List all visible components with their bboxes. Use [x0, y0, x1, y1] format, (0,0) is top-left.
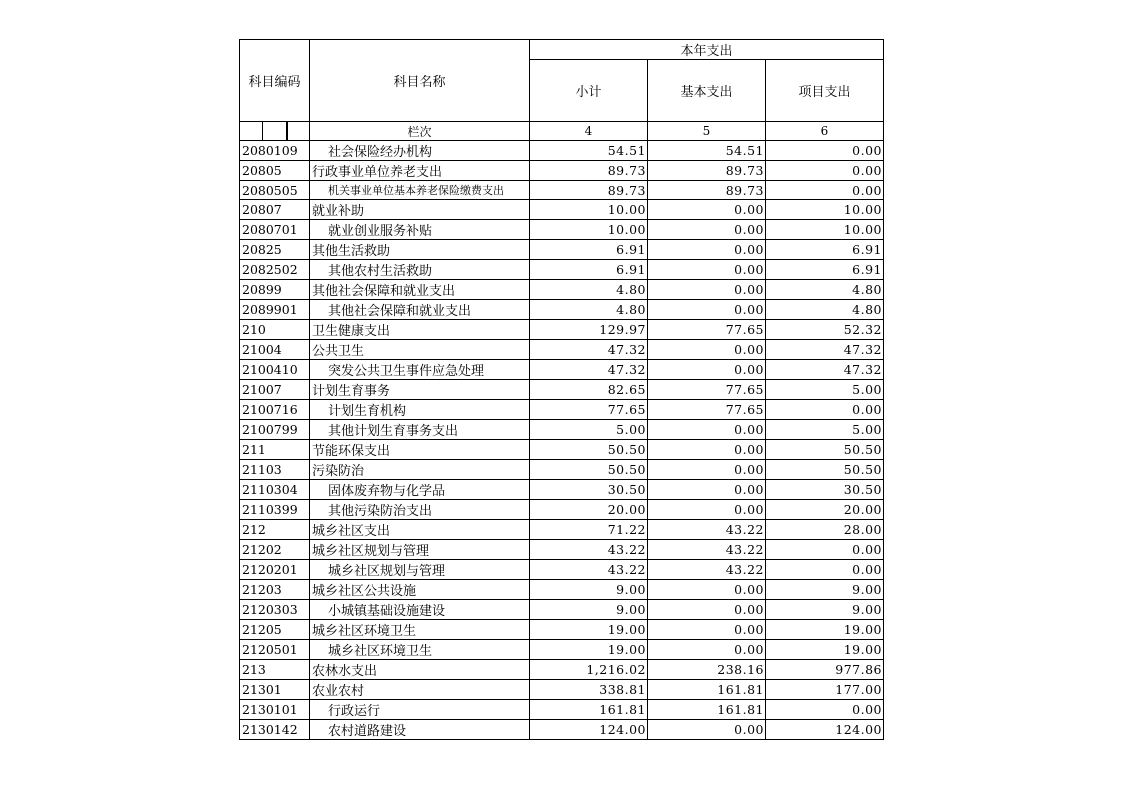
basic-cell: 0.00	[648, 220, 766, 240]
code-cell: 21004	[240, 340, 310, 360]
basic-cell: 43.22	[648, 560, 766, 580]
basic-cell: 161.81	[648, 700, 766, 720]
project-cell: 50.50	[766, 440, 884, 460]
basic-cell: 77.65	[648, 320, 766, 340]
code-cell: 2100410	[240, 360, 310, 380]
table-row	[240, 420, 884, 440]
table-row	[240, 720, 884, 740]
project-cell: 124.00	[766, 720, 884, 740]
name-cell: 污染防治	[310, 460, 530, 480]
subtotal-cell: 20.00	[530, 500, 648, 520]
basic-cell: 0.00	[648, 480, 766, 500]
subtotal-cell: 1,216.02	[530, 660, 648, 680]
subtotal-cell: 43.22	[530, 540, 648, 560]
table-row	[240, 500, 884, 520]
table-row	[240, 540, 884, 560]
subtotal-cell: 19.00	[530, 620, 648, 640]
project-cell: 0.00	[766, 700, 884, 720]
subtotal-cell: 4.80	[530, 280, 648, 300]
name-cell: 城乡社区环境卫生	[310, 640, 530, 660]
project-cell: 0.00	[766, 400, 884, 420]
name-cell: 小城镇基础设施建设	[310, 600, 530, 620]
subtotal-cell: 9.00	[530, 600, 648, 620]
basic-cell: 238.16	[648, 660, 766, 680]
subtotal-cell: 19.00	[530, 640, 648, 660]
table-row	[240, 580, 884, 600]
subtotal-cell: 47.32	[530, 340, 648, 360]
table-row	[240, 181, 884, 200]
subtotal-cell: 6.91	[530, 240, 648, 260]
project-cell: 4.80	[766, 300, 884, 320]
code-cell: 21202	[240, 540, 310, 560]
code-cell: 21103	[240, 460, 310, 480]
table-row	[240, 480, 884, 500]
project-cell: 5.00	[766, 380, 884, 400]
name-cell: 其他污染防治支出	[310, 500, 530, 520]
name-cell: 农业农村	[310, 680, 530, 700]
subtotal-cell: 82.65	[530, 380, 648, 400]
name-cell: 城乡社区规划与管理	[310, 560, 530, 580]
name-cell: 城乡社区环境卫生	[310, 620, 530, 640]
budget-expenditure-table	[239, 39, 883, 740]
subtotal-cell: 43.22	[530, 560, 648, 580]
project-cell: 10.00	[766, 220, 884, 240]
basic-cell: 161.81	[648, 680, 766, 700]
name-cell: 农林水支出	[310, 660, 530, 680]
basic-cell: 54.51	[648, 141, 766, 161]
code-cell: 2110304	[240, 480, 310, 500]
name-cell: 其他社会保障和就业支出	[310, 300, 530, 320]
name-cell: 农村道路建设	[310, 720, 530, 740]
code-cell: 21301	[240, 680, 310, 700]
project-cell: 0.00	[766, 181, 884, 200]
subtotal-cell: 89.73	[530, 161, 648, 181]
table-row	[240, 320, 884, 340]
basic-cell: 0.00	[648, 280, 766, 300]
name-cell: 行政事业单位养老支出	[310, 161, 530, 181]
table-row	[240, 200, 884, 220]
subtotal-cell: 10.00	[530, 220, 648, 240]
code-cell: 211	[240, 440, 310, 460]
code-cell: 2130142	[240, 720, 310, 740]
subtotal-cell: 10.00	[530, 200, 648, 220]
table-row	[240, 460, 884, 480]
name-cell: 就业创业服务补贴	[310, 220, 530, 240]
code-cell: 2100716	[240, 400, 310, 420]
basic-cell: 0.00	[648, 580, 766, 600]
project-cell: 5.00	[766, 420, 884, 440]
project-cell: 0.00	[766, 560, 884, 580]
basic-cell: 43.22	[648, 540, 766, 560]
name-cell: 城乡社区公共设施	[310, 580, 530, 600]
subtotal-cell: 47.32	[530, 360, 648, 380]
name-cell: 就业补助	[310, 200, 530, 220]
project-cell: 47.32	[766, 340, 884, 360]
project-cell: 9.00	[766, 600, 884, 620]
name-cell: 城乡社区规划与管理	[310, 540, 530, 560]
code-cell: 21007	[240, 380, 310, 400]
project-cell: 0.00	[766, 141, 884, 161]
project-cell: 47.32	[766, 360, 884, 380]
table-row	[240, 260, 884, 280]
project-cell: 4.80	[766, 280, 884, 300]
code-cell: 2080701	[240, 220, 310, 240]
name-cell: 计划生育事务	[310, 380, 530, 400]
name-cell: 计划生育机构	[310, 400, 530, 420]
table-row	[240, 660, 884, 680]
code-cell: 2130101	[240, 700, 310, 720]
code-cell: 2120303	[240, 600, 310, 620]
name-cell: 行政运行	[310, 700, 530, 720]
code-cell: 212	[240, 520, 310, 540]
code-cell: 2120501	[240, 640, 310, 660]
basic-cell: 0.00	[648, 500, 766, 520]
project-cell: 977.86	[766, 660, 884, 680]
table-row	[240, 440, 884, 460]
project-cell: 50.50	[766, 460, 884, 480]
table-row	[240, 560, 884, 580]
basic-cell: 0.00	[648, 240, 766, 260]
name-cell: 固体废弃物与化学品	[310, 480, 530, 500]
basic-cell: 0.00	[648, 640, 766, 660]
table-row	[240, 300, 884, 320]
project-cell: 28.00	[766, 520, 884, 540]
name-cell: 其他生活救助	[310, 240, 530, 260]
code-cell: 20825	[240, 240, 310, 260]
subtotal-cell: 50.50	[530, 440, 648, 460]
code-cell: 2120201	[240, 560, 310, 580]
name-cell: 节能环保支出	[310, 440, 530, 460]
table-row	[240, 340, 884, 360]
project-cell: 0.00	[766, 161, 884, 181]
subtotal-cell: 9.00	[530, 580, 648, 600]
subtotal-cell: 161.81	[530, 700, 648, 720]
table-row	[240, 141, 884, 161]
subtotal-cell: 129.97	[530, 320, 648, 340]
table-row	[240, 600, 884, 620]
code-cell: 2082502	[240, 260, 310, 280]
subtotal-cell: 30.50	[530, 480, 648, 500]
subtotal-cell: 5.00	[530, 420, 648, 440]
basic-cell: 0.00	[648, 620, 766, 640]
project-cell: 0.00	[766, 540, 884, 560]
code-stub-dividers	[240, 122, 309, 140]
column-number-5: 5	[648, 122, 766, 141]
code-cell: 21203	[240, 580, 310, 600]
row-label: 栏次	[310, 122, 530, 141]
table-row	[240, 620, 884, 640]
name-cell: 卫生健康支出	[310, 320, 530, 340]
table-row	[240, 280, 884, 300]
code-stub-cell	[240, 122, 310, 141]
code-cell: 20899	[240, 280, 310, 300]
basic-cell: 0.00	[648, 340, 766, 360]
project-cell: 30.50	[766, 480, 884, 500]
name-cell: 突发公共卫生事件应急处理	[310, 360, 530, 380]
code-cell: 213	[240, 660, 310, 680]
table-row	[240, 520, 884, 540]
project-cell: 6.91	[766, 260, 884, 280]
basic-cell: 0.00	[648, 300, 766, 320]
table-row	[240, 680, 884, 700]
subtotal-cell: 54.51	[530, 141, 648, 161]
header-subtotal: 小计	[530, 60, 648, 122]
basic-cell: 0.00	[648, 720, 766, 740]
table-row	[240, 640, 884, 660]
subtotal-cell: 50.50	[530, 460, 648, 480]
basic-cell: 0.00	[648, 260, 766, 280]
code-cell: 210	[240, 320, 310, 340]
table-row	[240, 240, 884, 260]
subtotal-cell: 6.91	[530, 260, 648, 280]
code-cell: 2080505	[240, 181, 310, 200]
table-body	[240, 141, 884, 740]
code-cell: 2089901	[240, 300, 310, 320]
subtotal-cell: 71.22	[530, 520, 648, 540]
header-project: 项目支出	[766, 60, 884, 122]
basic-cell: 0.00	[648, 420, 766, 440]
basic-cell: 0.00	[648, 440, 766, 460]
name-cell: 其他农村生活救助	[310, 260, 530, 280]
table-row	[240, 220, 884, 240]
table-row	[240, 161, 884, 181]
table-row	[240, 400, 884, 420]
subtotal-cell: 89.73	[530, 181, 648, 200]
project-cell: 52.32	[766, 320, 884, 340]
basic-cell: 0.00	[648, 600, 766, 620]
header-name: 科目名称	[310, 40, 530, 122]
code-cell: 2080109	[240, 141, 310, 161]
basic-cell: 77.65	[648, 400, 766, 420]
column-number-4: 4	[530, 122, 648, 141]
code-cell: 20807	[240, 200, 310, 220]
project-cell: 10.00	[766, 200, 884, 220]
project-cell: 177.00	[766, 680, 884, 700]
project-cell: 19.00	[766, 640, 884, 660]
basic-cell: 0.00	[648, 200, 766, 220]
table-row	[240, 380, 884, 400]
project-cell: 20.00	[766, 500, 884, 520]
basic-cell: 77.65	[648, 380, 766, 400]
name-cell: 社会保险经办机构	[310, 141, 530, 161]
code-cell: 2100799	[240, 420, 310, 440]
project-cell: 19.00	[766, 620, 884, 640]
basic-cell: 89.73	[648, 181, 766, 200]
basic-cell: 89.73	[648, 161, 766, 181]
name-cell: 公共卫生	[310, 340, 530, 360]
header-group: 本年支出	[530, 40, 884, 60]
name-cell: 城乡社区支出	[310, 520, 530, 540]
basic-cell: 43.22	[648, 520, 766, 540]
code-cell: 2110399	[240, 500, 310, 520]
column-number-6: 6	[766, 122, 884, 141]
basic-cell: 0.00	[648, 460, 766, 480]
header-basic: 基本支出	[648, 60, 766, 122]
name-cell: 其他计划生育事务支出	[310, 420, 530, 440]
name-cell: 机关事业单位基本养老保险缴费支出	[310, 181, 530, 200]
basic-cell: 0.00	[648, 360, 766, 380]
table-row	[240, 700, 884, 720]
subtotal-cell: 4.80	[530, 300, 648, 320]
subtotal-cell: 124.00	[530, 720, 648, 740]
subtotal-cell: 77.65	[530, 400, 648, 420]
table-row	[240, 360, 884, 380]
code-cell: 20805	[240, 161, 310, 181]
project-cell: 6.91	[766, 240, 884, 260]
header-code: 科目编码	[240, 40, 310, 122]
subtotal-cell: 338.81	[530, 680, 648, 700]
name-cell: 其他社会保障和就业支出	[310, 280, 530, 300]
code-cell: 21205	[240, 620, 310, 640]
project-cell: 9.00	[766, 580, 884, 600]
